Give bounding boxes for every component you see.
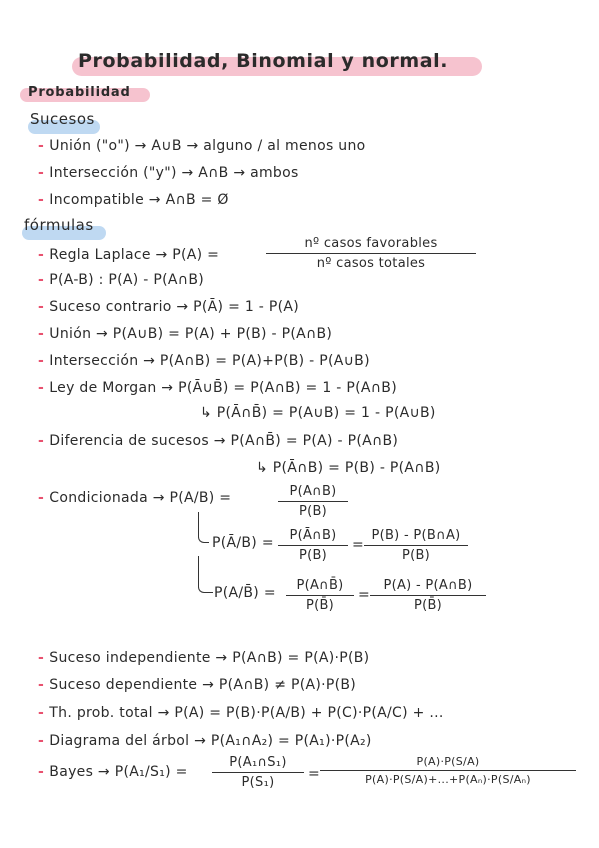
- list-item: - Incompatible → A∩B = Ø: [38, 192, 229, 208]
- list-item: - Unión ("o") → A∪B → alguno / al menos uno: [38, 138, 366, 154]
- bullet-dash: -: [38, 353, 50, 369]
- formulas-heading: fórmulas: [24, 216, 94, 234]
- bullet-dash: -: [38, 705, 50, 721]
- bullet-dash: -: [38, 490, 50, 506]
- events-difference: - Diferencia de sucesos → P(A∩B̄) = P(A) - P(A∩B): [38, 433, 399, 449]
- conditional-complement-fraction-2: $\frac{P(B) - P(B\cap A)}{P(B)}$: [364, 528, 468, 563]
- laplace-rule: - Regla Laplace → P(A) =: [38, 247, 220, 263]
- bullet-dash: -: [38, 433, 50, 449]
- bayes-rule: - Bayes → P(A₁/S₁) =: [38, 764, 188, 780]
- bullet-dash: -: [38, 138, 50, 154]
- bullet-dash: -: [38, 165, 50, 181]
- conditional-complement-b-fraction: $\frac{P(A\cap B̄)}{P(B̄)}$: [286, 578, 354, 613]
- morgan-law-2: ↳ P(Ā∩B̄) = P(A∪B) = 1 - P(A∪B): [200, 405, 436, 421]
- equals-sign: =: [358, 587, 371, 603]
- equals-sign: =: [308, 766, 321, 782]
- laplace-numerator: nº casos favorables: [266, 236, 476, 254]
- bullet-dash: -: [38, 733, 50, 749]
- bullet-dash: -: [38, 326, 50, 342]
- bullet-dash: -: [38, 192, 50, 208]
- bullet-dash: -: [38, 299, 50, 315]
- dependent-event: - Suceso dependiente → P(A∩B) ≠ P(A)·P(B): [38, 677, 357, 693]
- branch-arrow-line: [198, 512, 209, 543]
- bullet-dash: -: [38, 677, 50, 693]
- laplace-denominator: nº casos totales: [316, 256, 426, 271]
- list-item: - Intersección ("y") → A∩B → ambos: [38, 165, 299, 181]
- conditional-complement-b: P(A/B̄) =: [214, 585, 276, 601]
- conditional-fraction: $\frac{P(A\cap B)}{P(B)}$: [278, 484, 348, 519]
- morgan-law: - Ley de Morgan → P(Ā∪B̄) = P(A∩B) = 1 - P(A∩B): [38, 380, 397, 396]
- conditional-rule: - Condicionada → P(A/B) =: [38, 490, 232, 506]
- bullet-dash: -: [38, 272, 50, 288]
- bullet-dash: -: [38, 650, 50, 666]
- conditional-complement-a: P(Ā/B) =: [212, 535, 274, 551]
- total-probability: - Th. prob. total → P(A) = P(B)·P(A/B) + P(C)·P(A/C) + ...: [38, 705, 444, 721]
- page-title: Probabilidad, Binomial y normal.: [78, 50, 449, 72]
- complement-formula: - Suceso contrario → P(Ā) = 1 - P(A): [38, 299, 300, 315]
- laplace-fraction: [266, 236, 476, 271]
- intersection-formula: - Intersección → P(A∩B) = P(A)+P(B) - P(A∪B): [38, 353, 370, 369]
- bayes-fraction: $\frac{\text{P(A₁∩S₁)}}{\text{P(S₁)}}$: [212, 755, 304, 790]
- union-formula: - Unión → P(A∪B) = P(A) + P(B) - P(A∩B): [38, 326, 333, 342]
- bullet-dash: -: [38, 764, 50, 780]
- conditional-complement-b-fraction-2: $\frac{P(A) - P(A\cap B)}{P(B̄)}$: [370, 578, 486, 613]
- sucesos-heading: Sucesos: [30, 110, 95, 128]
- tree-diagram: - Diagrama del árbol → P(A₁∩A₂) = P(A₁)·P(A₂): [38, 733, 372, 749]
- conditional-complement-fraction: $\frac{P(Ā\cap B)}{P(B)}$: [278, 528, 348, 563]
- difference-formula: - P(A-B) : P(A) - P(A∩B): [38, 272, 204, 288]
- branch-arrow-line: [198, 556, 213, 593]
- equals-sign: =: [352, 537, 365, 553]
- bullet-dash: -: [38, 247, 50, 263]
- events-difference-2: ↳ P(Ā∩B) = P(B) - P(A∩B): [256, 460, 441, 476]
- bullet-dash: -: [38, 380, 50, 396]
- section-probabilidad: Probabilidad: [28, 85, 131, 100]
- bayes-fraction-2: $\frac{P(A)\cdot P(S/A)}{\text{P(A)·P(S/A)+...+P(Aₙ)·P(S/Aₙ)}}$: [320, 755, 576, 786]
- independent-event: - Suceso independiente → P(A∩B) = P(A)·P(B): [38, 650, 370, 666]
